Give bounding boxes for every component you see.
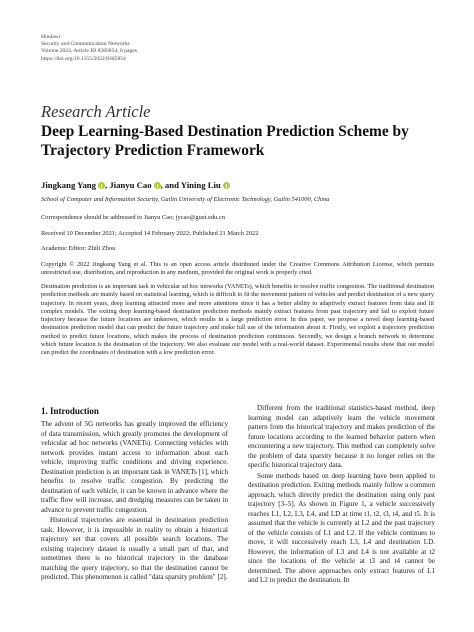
publication-dates: Received 10 December 2021; Accepted 14 February 2022; Published 21 March 2022	[41, 230, 259, 237]
article-title: Deep Learning-Based Destination Prediction Scheme by Trajectory Prediction Framework	[41, 123, 409, 159]
body-paragraph: Historical trajectories are essential in destination prediction task. However, it is impossible in reality to obtain a historical trajectory set that covers all possible search locations. The existing trajectory dataset is usually a small part of that, and sometimes there is no historical trajectory in the database matching the query trajectory, so that the destination cannot be predicted. This phenomenon is called "data sparsity problem" [2].	[41, 516, 228, 581]
academic-editor: Academic Editor: Zhili Zhou	[41, 245, 116, 252]
author-list	[41, 180, 230, 190]
orcid-icon[interactable]	[223, 182, 230, 189]
author-separator: ,	[104, 180, 110, 190]
copyright-notice: Copyright © 2022 Jingkang Yang et al. This is an open access article distributed under the Creative Commons Attribution License, which permits unrestricted use, distribution, and reproduction in any medium, provided the original work is properly cited.	[41, 261, 434, 277]
journal-name: Security and Communication Networks	[41, 41, 130, 48]
article-type: Research Article	[41, 102, 151, 121]
orcid-icon[interactable]	[154, 182, 161, 189]
body-paragraph: The advent of 5G networks has greatly improved the efficiency of data transmission, which greatly promotes the development of vehicular ad hoc networks (VANETs). Connecting vehicles with network provides instant access to information about each vehicle, improving traffic conditions and driving experience. Destination prediction is an important task in VANETs [1], which benefits to resolve traffic congestion. By predicting the destination of each vehicle, it can be known in advance where the traffic flow will increase, and dredging measures can be taken in advance to prevent traffic congestion.	[41, 420, 228, 514]
doi-link[interactable]: https://doi.org/10.1155/2022/8385854	[41, 55, 126, 62]
body-column-right	[248, 404, 435, 586]
publisher-name: Hindawi	[41, 34, 61, 40]
journal-info	[41, 34, 137, 63]
author-name[interactable]: Jianyu Cao	[109, 180, 152, 190]
volume-line: Volume 2022, Article ID 8385854, 8 pages	[41, 48, 137, 55]
body-paragraph: Some methods based on deep learning have been applied to destination prediction. Exiting methods mainly follow a common approach, which directly predict the destination using only past trajectory [3–5]. As shown in Figure 1, a vehicle successively reaches L1, L2, L3, L4, and LD at time t1, t2, t3, t4, and t5. It is assumed that the vehicle is currently at L2 and the past trajectory of the vehicle consists of L1 and L2. If the vehicle continues to move, it will successively reach L3, L4 and destination LD. However, the information of L3 and L4 is not available at t2 since the locations of the vehicle at t3 and t4 cannot be determined. The above approaches only extract features of L1 and L2 to predict the destination. In	[248, 471, 435, 584]
author-name[interactable]: Yining Liu	[180, 180, 221, 190]
orcid-icon[interactable]	[98, 182, 105, 189]
author-name[interactable]: Jingkang Yang	[41, 180, 96, 190]
body-paragraph: Different from the traditional statistics-based method, deep learning model can adaptively learn the vehicle movement pattern from the historical trajectory and makes prediction of the future locations according to the learned behavior pattern when encountering a new trajectory. This method can completely solve the problem of data sparsity because it no longer relies on the specific historical trajectory data.	[248, 404, 435, 469]
abstract: Destination prediction is an important task in vehicular ad hoc networks (VANETs), which benefits to resolve traffic congestion. The traditional destination prediction methods are mainly based on statistical learning, which is difficult to fit the movement pattern of vehicles and predict destination of a new query trajectory. In recent years, deep learning attracted more and more attentions since it has a better ability to adaptively extract features from data and fit complex models. The exiting deep learning-based destination prediction methods mainly extract features from past trajectory and fail to exploit future trajectory because the future locations are unknown, which results in a large prediction error. In this paper, we propose a novel deep learning-based destination prediction model that can predict the future trajectory and make full use of the information about it. Firstly, we exploit a trajectory prediction method to predict future locations, which makes the process of destination prediction continuous. Secondly, we design a branch network to determine which future location is the destination of the trajectory. We also evaluate our model with a real-world dataset. Experimental results show that our model can predict the coordinates of destination with a low prediction error.	[41, 283, 434, 357]
author-separator: , and	[160, 180, 181, 190]
body-column-left	[41, 420, 228, 583]
section-heading: 1. Introduction	[41, 406, 99, 416]
correspondence: Correspondence should be addressed to Jianyu Cao; jycao@guet.edu.cn	[41, 214, 225, 221]
affiliation: School of Computer and Information Security, Guilin University of Electronic Technology, Guilin 541000, China	[41, 196, 330, 203]
